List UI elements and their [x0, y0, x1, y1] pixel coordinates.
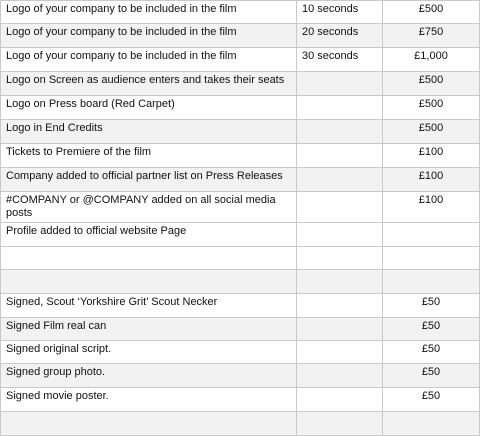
table-row	[1, 412, 480, 436]
price-cell	[383, 223, 480, 247]
price-cell: £50	[383, 388, 480, 412]
item-cell: Logo of your company to be included in the film	[1, 1, 297, 24]
duration-cell: 10 seconds	[297, 1, 383, 24]
item-cell: Signed group photo.	[1, 364, 297, 388]
item-cell: Logo of your company to be included in the film	[1, 48, 297, 72]
price-cell: £1,000	[383, 48, 480, 72]
duration-cell	[297, 270, 383, 294]
price-cell: £100	[383, 192, 480, 223]
price-cell: £50	[383, 294, 480, 318]
item-cell: Logo on Screen as audience enters and takes their seats	[1, 72, 297, 96]
item-cell: Company added to official partner list on Press Releases	[1, 168, 297, 192]
price-cell	[383, 412, 480, 436]
duration-cell	[297, 364, 383, 388]
duration-cell	[297, 72, 383, 96]
price-cell: £100	[383, 168, 480, 192]
item-cell: Logo of your company to be included in the film	[1, 24, 297, 48]
duration-cell	[297, 247, 383, 270]
table-row	[1, 294, 480, 318]
price-cell	[383, 247, 480, 270]
table-row	[1, 364, 480, 388]
table-row	[1, 223, 480, 247]
item-cell: #COMPANY or @COMPANY added on all social media posts	[1, 192, 297, 223]
price-cell: £500	[383, 1, 480, 24]
price-cell: £750	[383, 24, 480, 48]
duration-cell	[297, 192, 383, 223]
price-cell: £100	[383, 144, 480, 168]
item-cell: Signed movie poster.	[1, 388, 297, 412]
item-cell	[1, 247, 297, 270]
item-cell: Logo in End Credits	[1, 120, 297, 144]
item-cell: Profile added to official website Page	[1, 223, 297, 247]
item-cell: Signed Film real can	[1, 318, 297, 341]
table-row	[1, 388, 480, 412]
price-cell: £50	[383, 364, 480, 388]
table-row	[1, 318, 480, 341]
table-row	[1, 168, 480, 192]
price-cell: £50	[383, 318, 480, 341]
table-row	[1, 72, 480, 96]
duration-cell	[297, 388, 383, 412]
table-row	[1, 48, 480, 72]
price-cell: £500	[383, 120, 480, 144]
duration-cell	[297, 96, 383, 120]
table-row	[1, 120, 480, 144]
item-cell: Logo on Press board (Red Carpet)	[1, 96, 297, 120]
duration-cell	[297, 168, 383, 192]
table-row	[1, 96, 480, 120]
item-cell: Signed, Scout ‘Yorkshire Grit’ Scout Necker	[1, 294, 297, 318]
table-row	[1, 192, 480, 223]
duration-cell	[297, 223, 383, 247]
price-cell: £500	[383, 96, 480, 120]
duration-cell	[297, 144, 383, 168]
price-cell	[383, 270, 480, 294]
price-cell: £50	[383, 341, 480, 364]
item-cell	[1, 270, 297, 294]
duration-cell	[297, 120, 383, 144]
duration-cell	[297, 341, 383, 364]
table-row	[1, 341, 480, 364]
duration-cell	[297, 294, 383, 318]
table-row	[1, 24, 480, 48]
item-cell: Signed original script.	[1, 341, 297, 364]
duration-cell: 30 seconds	[297, 48, 383, 72]
table-row	[1, 1, 480, 24]
price-cell: £500	[383, 72, 480, 96]
item-cell: Tickets to Premiere of the film	[1, 144, 297, 168]
duration-cell: 20 seconds	[297, 24, 383, 48]
table-row	[1, 247, 480, 270]
table-row	[1, 144, 480, 168]
duration-cell	[297, 412, 383, 436]
duration-cell	[297, 318, 383, 341]
item-cell	[1, 412, 297, 436]
table-row	[1, 270, 480, 294]
